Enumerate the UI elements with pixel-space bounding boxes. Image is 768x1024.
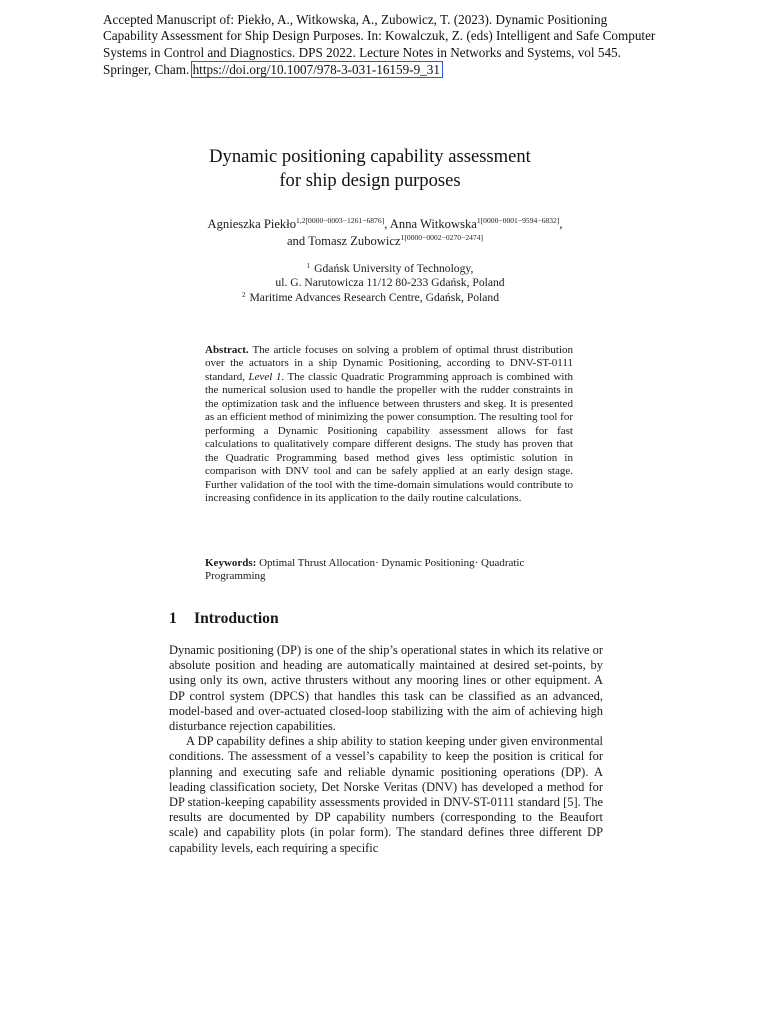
citation-header <box>103 12 663 79</box>
author-separator: , <box>559 217 563 231</box>
abstract <box>205 344 573 505</box>
paragraph: Dynamic positioning (DP) is one of the ship’s operational states in which its relative or absolute position and heading are automatically maintained at desired set-points, by using only its own, active thrusters without any mooring lines or other equipment. A DP control system (DPCS) that handles this task can be classified as an advanced, model-based and over-actuated closed-loop stabilizing with the aim of achieving high disturbance rejection capabilities. <box>169 643 603 734</box>
authors-line-1 <box>150 216 620 233</box>
abstract-text: The article focuses on solving a problem of optimal thrust distribution over the actuators in a ship Dynamic Positioning, according to DNV-ST-0111 standard, <box>205 344 573 383</box>
affiliation-mark: 1 <box>306 262 311 270</box>
author-name: and Tomasz Zubowicz <box>286 234 401 248</box>
author-orcid: 1[0000−0001−9594−6832] <box>476 216 560 225</box>
doi-link[interactable]: https://doi.org/10.1007/978-3-031-16159-9_31 <box>191 61 443 78</box>
author-orcid: 1[0000−0002−0270−2474] <box>400 233 484 242</box>
citation-text: Accepted Manuscript of: Piekło, A., Witkowska, A., Zubowicz, T. (2023). Dynamic Positioning Capability Assessment for Ship Design Purposes. In: Kowalczuk, Z. (eds) Intelligent and Safe Computer Systems in Control and Diagnostics. DPS 2022. Lecture Notes in Networks and Systems, vol 545. Springer, Cham. <box>103 12 656 78</box>
abstract-level: Level 1 <box>248 370 282 383</box>
paper-title <box>120 145 620 192</box>
keywords-text: Optimal Thrust Allocation· Dynamic Positioning· Quadratic Programming <box>205 557 525 583</box>
affiliation-text: Maritime Advances Research Centre, Gdańsk, Poland <box>249 290 500 304</box>
affiliation-text: ul. G. Narutowicza 11/12 80-233 Gdańsk, Poland <box>275 276 505 290</box>
keywords-label: Keywords: <box>205 557 257 569</box>
section-title: Introduction <box>194 610 279 627</box>
section-heading <box>169 609 279 629</box>
body-text <box>169 643 603 856</box>
author-orcid: 1,2[0000−0003−1261−6876] <box>296 216 385 225</box>
affiliations <box>180 262 600 305</box>
title-line-1: Dynamic positioning capability assessment <box>209 146 531 167</box>
authors-line-2 <box>150 233 620 250</box>
abstract-text: . The classic Quadratic Programming approach is combined with the numerical solusion used to handle the propeller with the rudder constraints in the optimization task and the influence between thrusters and skeg. It is presented as an efficient method of minimizing the power consumption. The resulting tool for performing a Dynamic Positioning capability assessment allows for fast calculations to qualitatively compare different designs. The study has proven that the Quadratic Programming based method gives less optimistic solution in comparison with DNV tool and can be safely applied at an early design stage. Further validation of the tool with the time-domain simulations would contribute to increasing confidence in its application to the daily routine calculations. <box>205 370 574 504</box>
paragraph: A DP capability defines a ship ability to station keeping under given environmental conditions. The assessment of a vessel’s capability to keep the position is critical for planning and executing safe and reliable dynamic positioning operations (DP). A leading classification society, Det Norske Veritas (DNV) has developed a method for DP station-keeping capability assessments provided in DNV-ST-0111 standard [5]. The results are documented by DP capability numbers (corresponding to the Beaufort scale) and capability plots (in polar form). The standard defines three different DP capability levels, each requiring a specific <box>169 734 603 855</box>
title-line-2: for ship design purposes <box>279 169 461 191</box>
section-number: 1 <box>169 610 177 627</box>
affiliation-line <box>180 276 600 290</box>
keywords <box>205 557 573 584</box>
abstract-label: Abstract. <box>205 344 249 356</box>
affiliation-line <box>180 262 600 276</box>
author-name: Anna Witkowska <box>389 217 477 231</box>
affiliation-mark: 2 <box>242 290 246 299</box>
affiliation-text: Gdańsk University of Technology, <box>314 262 474 275</box>
author-separator: , <box>384 217 390 231</box>
author-list <box>150 216 620 250</box>
author-name: Agnieszka Piekło <box>207 217 297 231</box>
affiliation-line <box>180 291 600 305</box>
